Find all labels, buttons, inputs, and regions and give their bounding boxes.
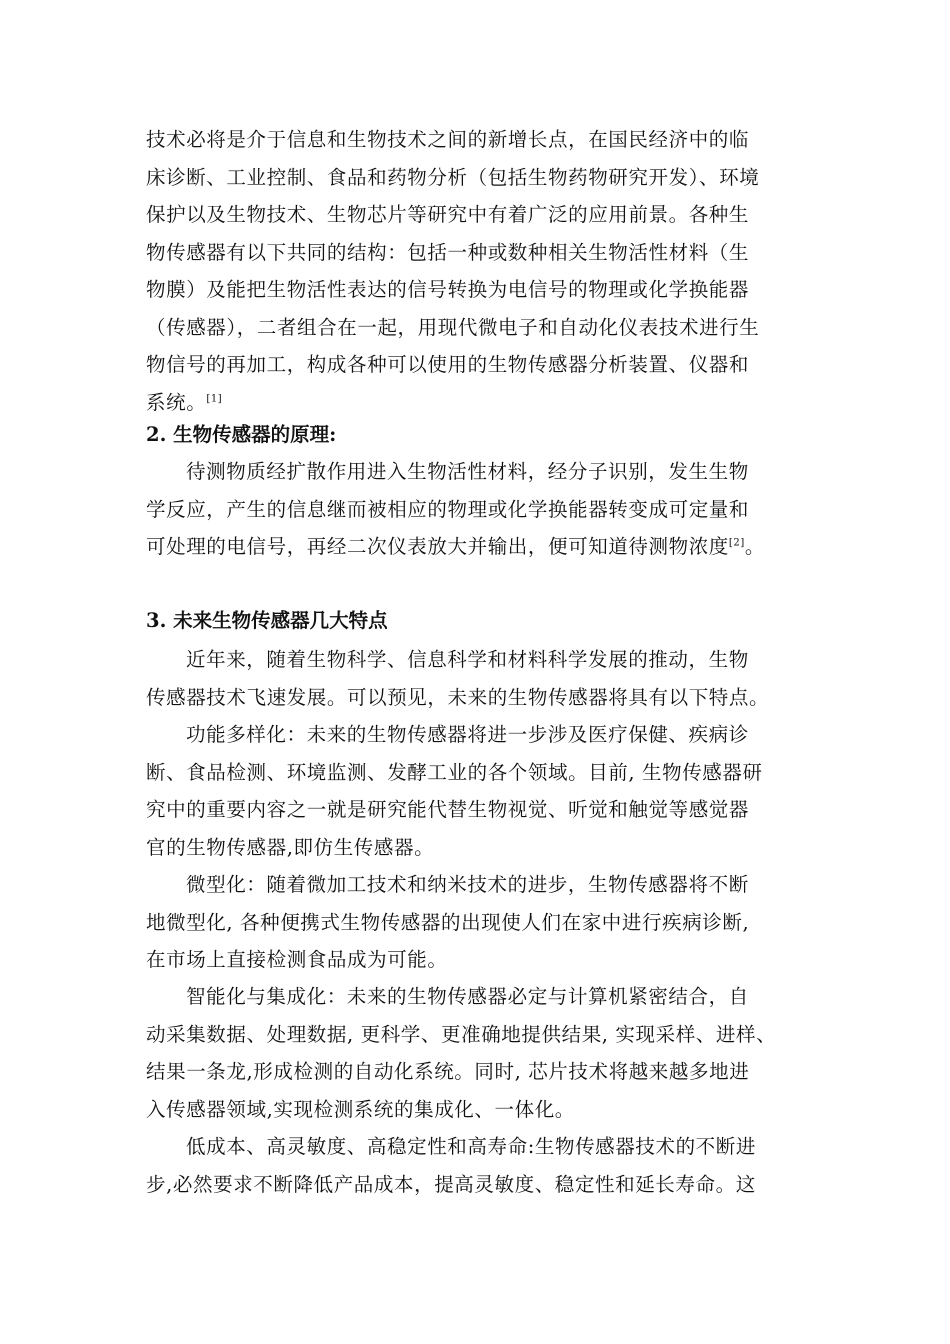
section-3-paragraph-5 — [146, 1128, 816, 1203]
text-line: 动采集数据、处理数据, 更科学、更准确地提供结果, 实现采样、进样、 — [146, 1022, 777, 1046]
section-3-paragraph-1 — [146, 641, 816, 716]
text-line: 物膜）及能把生物活性表达的信号转换为电信号的物理或化学换能器 — [146, 278, 750, 301]
text-line: 在市场上直接检测食品成为可能。 — [146, 948, 448, 971]
text-line: （传感器），二者组合在一起，用现代微电子和自动化仪表技术进行生 — [146, 315, 760, 339]
line-text: 系统。 — [146, 390, 207, 414]
line-text: 可处理的电信号，再经二次仪表放大并输出，便可知道待测物浓度 — [146, 535, 729, 558]
text-line: 官的生物传感器,即仿生传感器。 — [146, 835, 435, 859]
text-line: 断、食品检测、环境监测、发酵工业的各个领域。目前, 生物传感器研 — [146, 760, 763, 784]
section-3-paragraph-2 — [146, 716, 816, 866]
text-line: 智能化与集成化：未来的生物传感器必定与计算机紧密结合，自 — [186, 985, 749, 1008]
citation-ref: [2] — [728, 537, 745, 549]
text-line: 功能多样化：未来的生物传感器将进一步涉及医疗保健、疾病诊 — [186, 723, 749, 746]
text-line: 学反应，产生的信息继而被相应的物理或化学换能器转变成可定量和 — [146, 497, 750, 521]
text-line: 近年来，随着生物科学、信息科学和材料科学发展的推动，生物 — [186, 648, 749, 671]
section-2-paragraph — [146, 453, 816, 566]
line-text: 。 — [744, 535, 765, 558]
section-3-paragraph-4 — [146, 978, 816, 1128]
text-line: 待测物质经扩散作用进入生物活性材料，经分子识别，发生生物 — [186, 460, 749, 483]
section-2-heading: 2. 生物传感器的原理: — [146, 423, 337, 446]
text-line: 床诊断、工业控制、食品和药物分析（包括生物药物研究开发）、环境 — [146, 165, 760, 189]
text-line: 传感器技术飞速发展。可以预见，未来的生物传感器将具有以下特点。 — [146, 685, 770, 709]
text-line: 入传感器领域,实现检测系统的集成化、一体化。 — [146, 1097, 575, 1121]
section-3-heading: 3. 未来生物传感器几大特点 — [146, 609, 388, 632]
text-line: 技术必将是介于信息和生物技术之间的新增长点，在国民经济中的临 — [146, 128, 750, 151]
section-3-paragraph-3 — [146, 866, 816, 979]
text-line: 究中的重要内容之一就是研究能代替生物视觉、听觉和触觉等感觉器 — [146, 798, 750, 821]
text-line: 物传感器有以下共同的结构：包括一种或数种相关生物活性材料（生 — [146, 240, 750, 264]
text-line — [146, 384, 816, 422]
text-line: 低成本、高灵敏度、高稳定性和高寿命:生物传感器技术的不断进 — [186, 1135, 756, 1158]
text-line: 地微型化, 各种便携式生物传感器的出现使人们在家中进行疾病诊断, — [146, 910, 750, 934]
text-line: 结果一条龙,形成检测的自动化系统。同时, 芯片技术将越来越多地进 — [146, 1060, 750, 1083]
citation-ref: [1] — [206, 393, 223, 404]
text-line: 保护以及生物技术、生物芯片等研究中有着广泛的应用前景。各种生 — [146, 203, 750, 226]
text-line: 微型化：随着微加工技术和纳米技术的进步，生物传感器将不断 — [186, 873, 749, 896]
text-line: 步,必然要求不断降低产品成本，提高灵敏度、稳定性和延长寿命。这 — [146, 1172, 756, 1196]
intro-paragraph — [146, 121, 816, 421]
text-line: 物信号的再加工，构成各种可以使用的生物传感器分析装置、仪器和 — [146, 353, 750, 376]
text-line — [146, 528, 816, 566]
